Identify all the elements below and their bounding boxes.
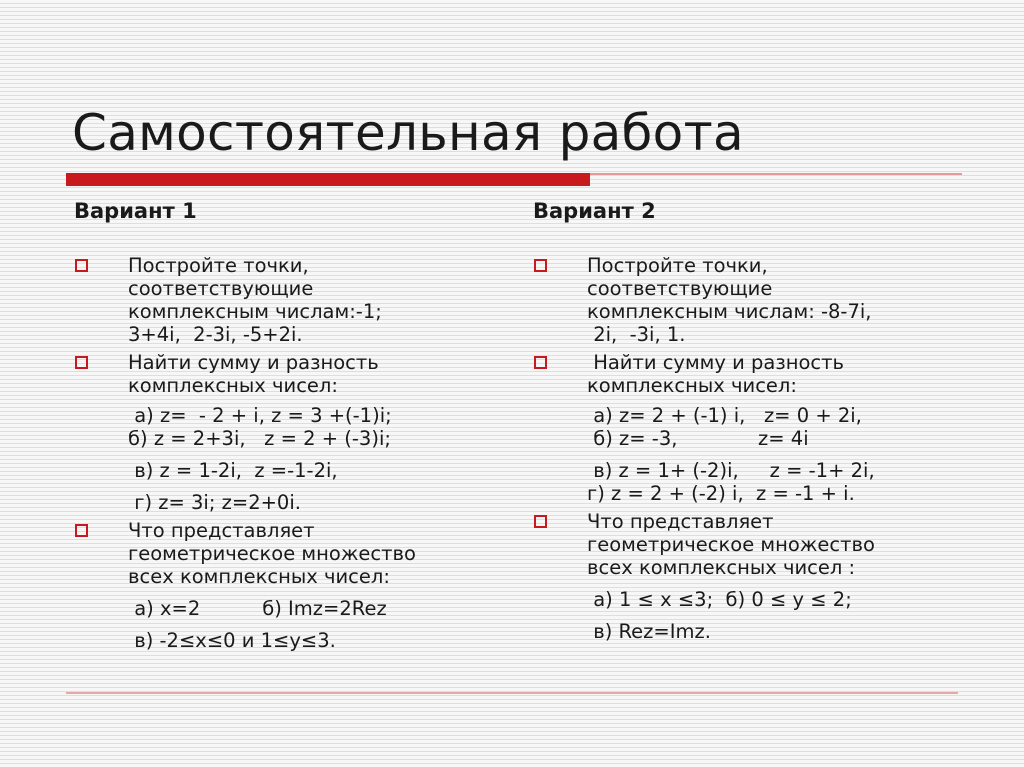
task-subitems [587, 404, 973, 505]
subitem-line: б) z= -3, z= 4i [587, 427, 809, 450]
subitem-line: б) z = 2+3i, z = 2 + (-3)i; [128, 427, 391, 450]
variant-2-task-1 [533, 254, 973, 346]
hollow-square-bullet-icon [75, 356, 88, 369]
task-text: Что представляет геометрическое множество всех комплексных чисел : [587, 510, 875, 579]
hollow-square-bullet-icon [75, 259, 88, 272]
subitem-line: а) z= - 2 + i, z = 3 +(-1)i; [128, 404, 392, 427]
task-subitems [587, 588, 973, 643]
variant-1-task-list [74, 254, 494, 652]
hollow-square-bullet-icon [534, 259, 547, 272]
task-subitems [128, 597, 494, 652]
subitem-line: а) x=2 б) Imz=2Rez [128, 597, 387, 620]
subitem-line: в) -2≤x≤0 и 1≤y≤3. [128, 629, 336, 652]
variant-1-column [74, 196, 494, 657]
variant-2-task-3 [533, 510, 973, 643]
subitem-line: в) z = 1-2i, z =-1-2i, [128, 459, 338, 482]
variant-2-heading: Вариант 2 [533, 199, 656, 223]
variant-1-task-2 [74, 351, 494, 514]
task-text: Постройте точки, соответствующие комплексным числам: -8-7i, 2i, -3i, 1. [587, 254, 872, 346]
hollow-square-bullet-icon [75, 524, 88, 537]
task-text: Найти сумму и разность комплексных чисел: [587, 351, 844, 397]
hollow-square-bullet-icon [534, 515, 547, 528]
subitem-line: в) z = 1+ (-2)i, z = -1+ 2i, [587, 459, 875, 482]
variant-2-column [533, 196, 973, 648]
subitem-line: в) Rez=Imz. [587, 620, 711, 643]
variant-1-task-1 [74, 254, 494, 346]
task-text: Что представляет геометрическое множество всех комплексных чисел: [128, 519, 416, 588]
hollow-square-bullet-icon [534, 356, 547, 369]
variant-1-heading: Вариант 1 [74, 199, 197, 223]
bottom-divider-line [66, 692, 958, 694]
subitem-line: а) 1 ≤ x ≤3; б) 0 ≤ y ≤ 2; [587, 588, 852, 611]
variant-1-task-3 [74, 519, 494, 652]
task-text: Найти сумму и разность комплексных чисел: [128, 351, 379, 397]
task-subitems [128, 404, 494, 514]
subitem-line: а) z= 2 + (-1) i, z= 0 + 2i, [587, 404, 862, 427]
subitem-line: г) z= 3i; z=2+0i. [128, 491, 301, 514]
title-underline-thin [590, 173, 962, 175]
title-underline-bar [66, 173, 590, 186]
subitem-line: г) z = 2 + (-2) i, z = -1 + i. [587, 482, 855, 505]
variant-2-task-2 [533, 351, 973, 505]
slide-title: Самостоятельная работа [72, 104, 744, 162]
task-text: Постройте точки, соответствующие комплексным числам:-1; 3+4i, 2-3i, -5+2i. [128, 254, 382, 346]
variant-2-task-list [533, 254, 973, 643]
